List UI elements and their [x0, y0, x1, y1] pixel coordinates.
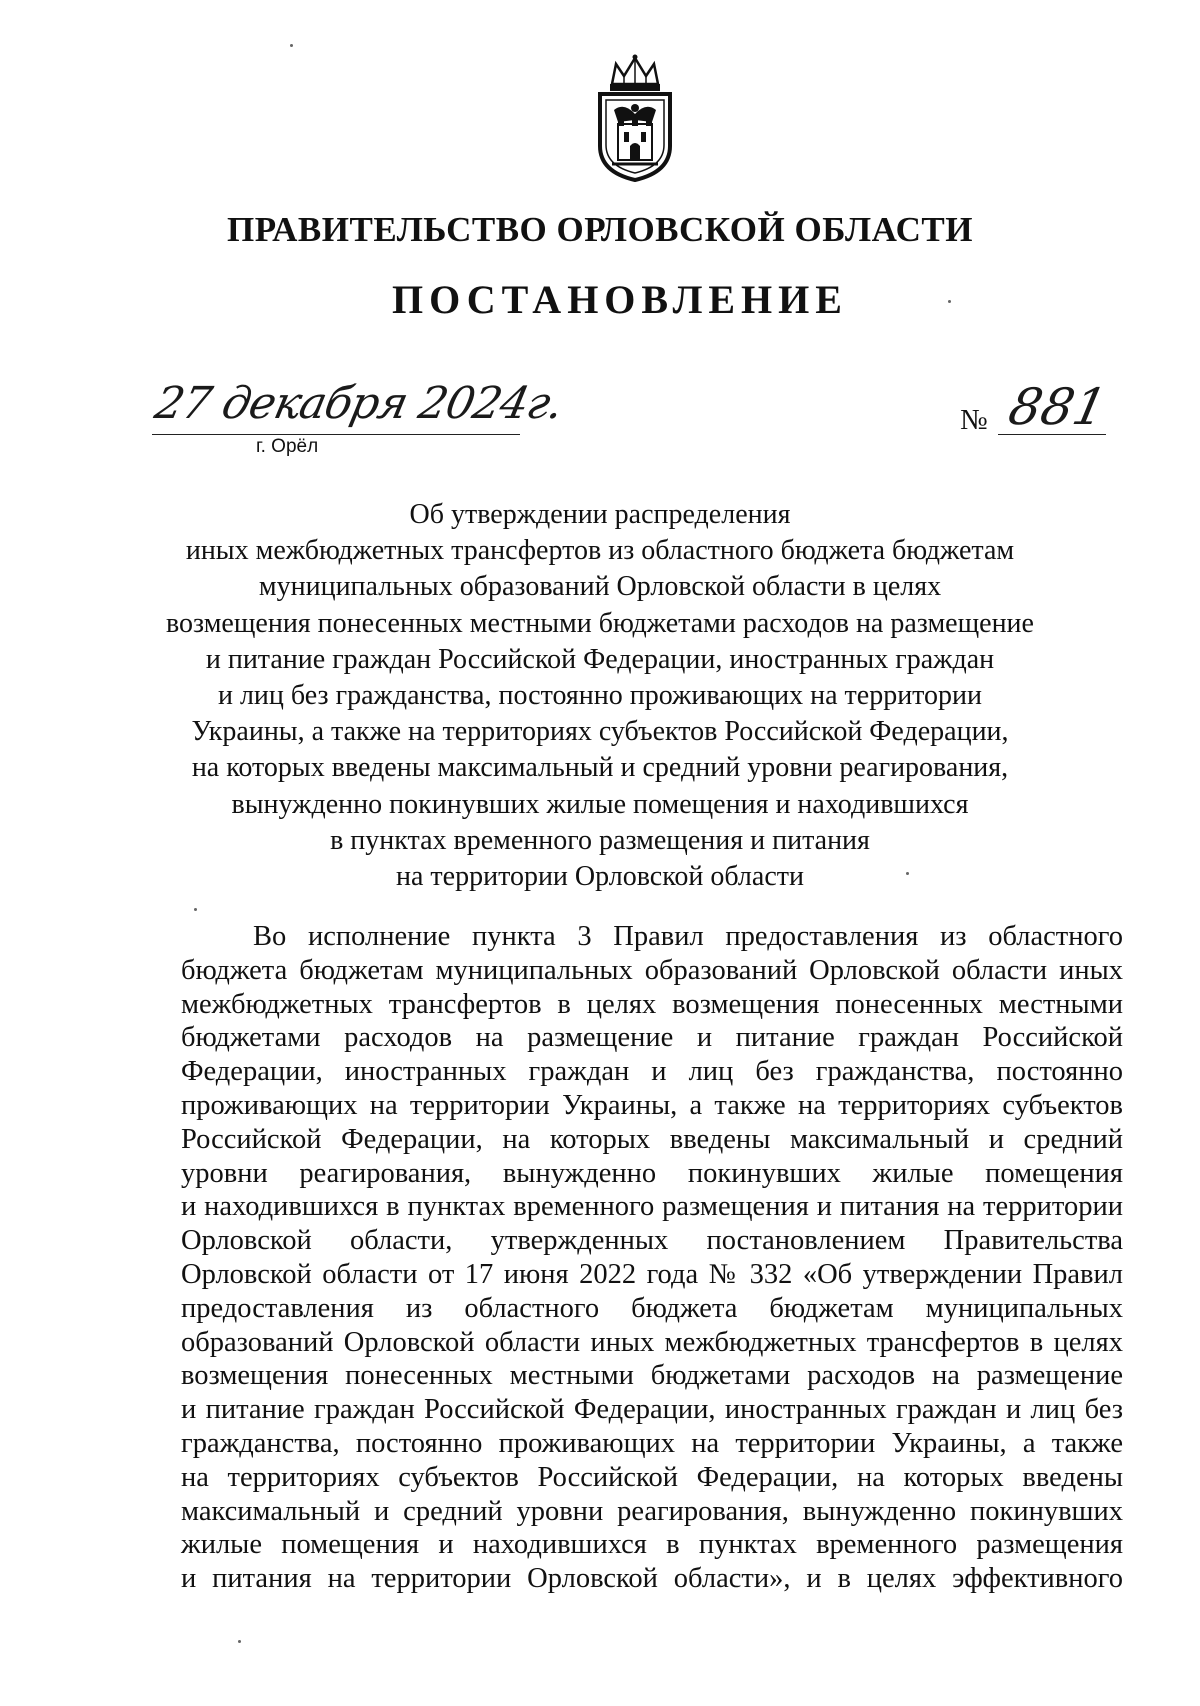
number-underline [998, 434, 1106, 435]
body-line: Орловской области от 17 июня 2022 года № 332 «Об утверждении Правил [181, 1258, 1123, 1290]
body-line: на территориях субъектов Российской Федерации, на которых введены [181, 1461, 1123, 1493]
scan-speck [948, 300, 951, 303]
body-line: проживающих на территории Украины, а также на территориях субъектов [181, 1089, 1123, 1121]
body-line: Во исполнение пункта 3 Правил предоставления из областного [253, 921, 1123, 952]
body-line: Федерации, иностранных граждан и лиц без гражданства, постоянно [181, 1056, 1123, 1088]
subject-line: и лиц без гражданства, постоянно проживающих на территории [217, 680, 983, 712]
subject-line: Об утверждении распределения [409, 499, 791, 530]
document-subject [150, 497, 1050, 895]
subject-line: вынужденно покинувших жилые помещения и находившихся [231, 788, 969, 820]
subject-line: на территории Орловской области [396, 861, 804, 893]
body-line: и питания на территории Орловской области», и в целях эффективного [181, 1563, 1123, 1595]
subject-line: муниципальных образований Орловской области в целях [258, 571, 942, 603]
date-underline [152, 434, 520, 435]
subject-line: иных межбюджетных трансфертов из областного бюджета бюджетам [185, 535, 1015, 567]
body-line: уровни реагирования, вынужденно покинувших жилые помещения [181, 1157, 1123, 1189]
body-line: возмещения понесенных местными бюджетами расходов на размещение [181, 1360, 1123, 1392]
body-line: максимальный и средний уровни реагирования, вынужденно покинувших [181, 1495, 1123, 1527]
scan-speck [238, 1640, 241, 1643]
body-line: бюджета бюджетам муниципальных образований Орловской области иных [181, 954, 1123, 986]
city-label: г. Орёл [256, 436, 319, 457]
body-line: Орловской области, утвержденных постановлением Правительства [181, 1225, 1123, 1257]
body-line: бюджетами расходов на размещение и питание граждан Российской [181, 1022, 1123, 1054]
handwritten-number: 881 [1003, 378, 1112, 436]
body-line: гражданства, постоянно проживающих на территории Украины, а также [181, 1427, 1123, 1459]
body-line: и находившихся в пунктах временного размещения и питания на территории [181, 1191, 1123, 1223]
body-line: предоставления из областного бюджета бюджетам муниципальных [181, 1292, 1123, 1324]
body-line: образований Орловской области иных межбюджетных трансфертов в целях [181, 1326, 1123, 1358]
subject-line: в пунктах временного размещения и питания [330, 824, 870, 856]
number-label: № [960, 404, 988, 436]
government-name: ПРАВИТЕЛЬСТВО ОРЛОВСКОЙ ОБЛАСТИ [227, 210, 973, 249]
subject-line: на которых введены максимальный и средний уровни реагирования, [191, 752, 1009, 784]
body-line: межбюджетных трансфертов в целях возмещения понесенных местными [181, 988, 1123, 1020]
handwritten-date: 27 декабря 2024г. [150, 378, 568, 429]
subject-line: Украины, а также на территориях субъектов Российской Федерации, [191, 716, 1009, 748]
orel-region-coat-of-arms-icon [594, 54, 676, 182]
scan-speck [290, 44, 293, 47]
document-type-title: ПОСТАНОВЛЕНИЕ [392, 277, 848, 322]
subject-line: возмещения понесенных местными бюджетами расходов на размещение [166, 607, 1034, 639]
body-line: и питание граждан Российской Федерации, иностранных граждан и лиц без [181, 1394, 1123, 1426]
body-line: жилые помещения и находившихся в пунктах временного размещения [181, 1529, 1123, 1561]
scan-speck [194, 908, 197, 911]
scan-speck [906, 872, 909, 875]
body-line: Российской Федерации, на которых введены максимальный и средний [181, 1123, 1123, 1155]
body-paragraph [181, 920, 1123, 1596]
subject-line: и питание граждан Российской Федерации, иностранных граждан [205, 643, 995, 675]
